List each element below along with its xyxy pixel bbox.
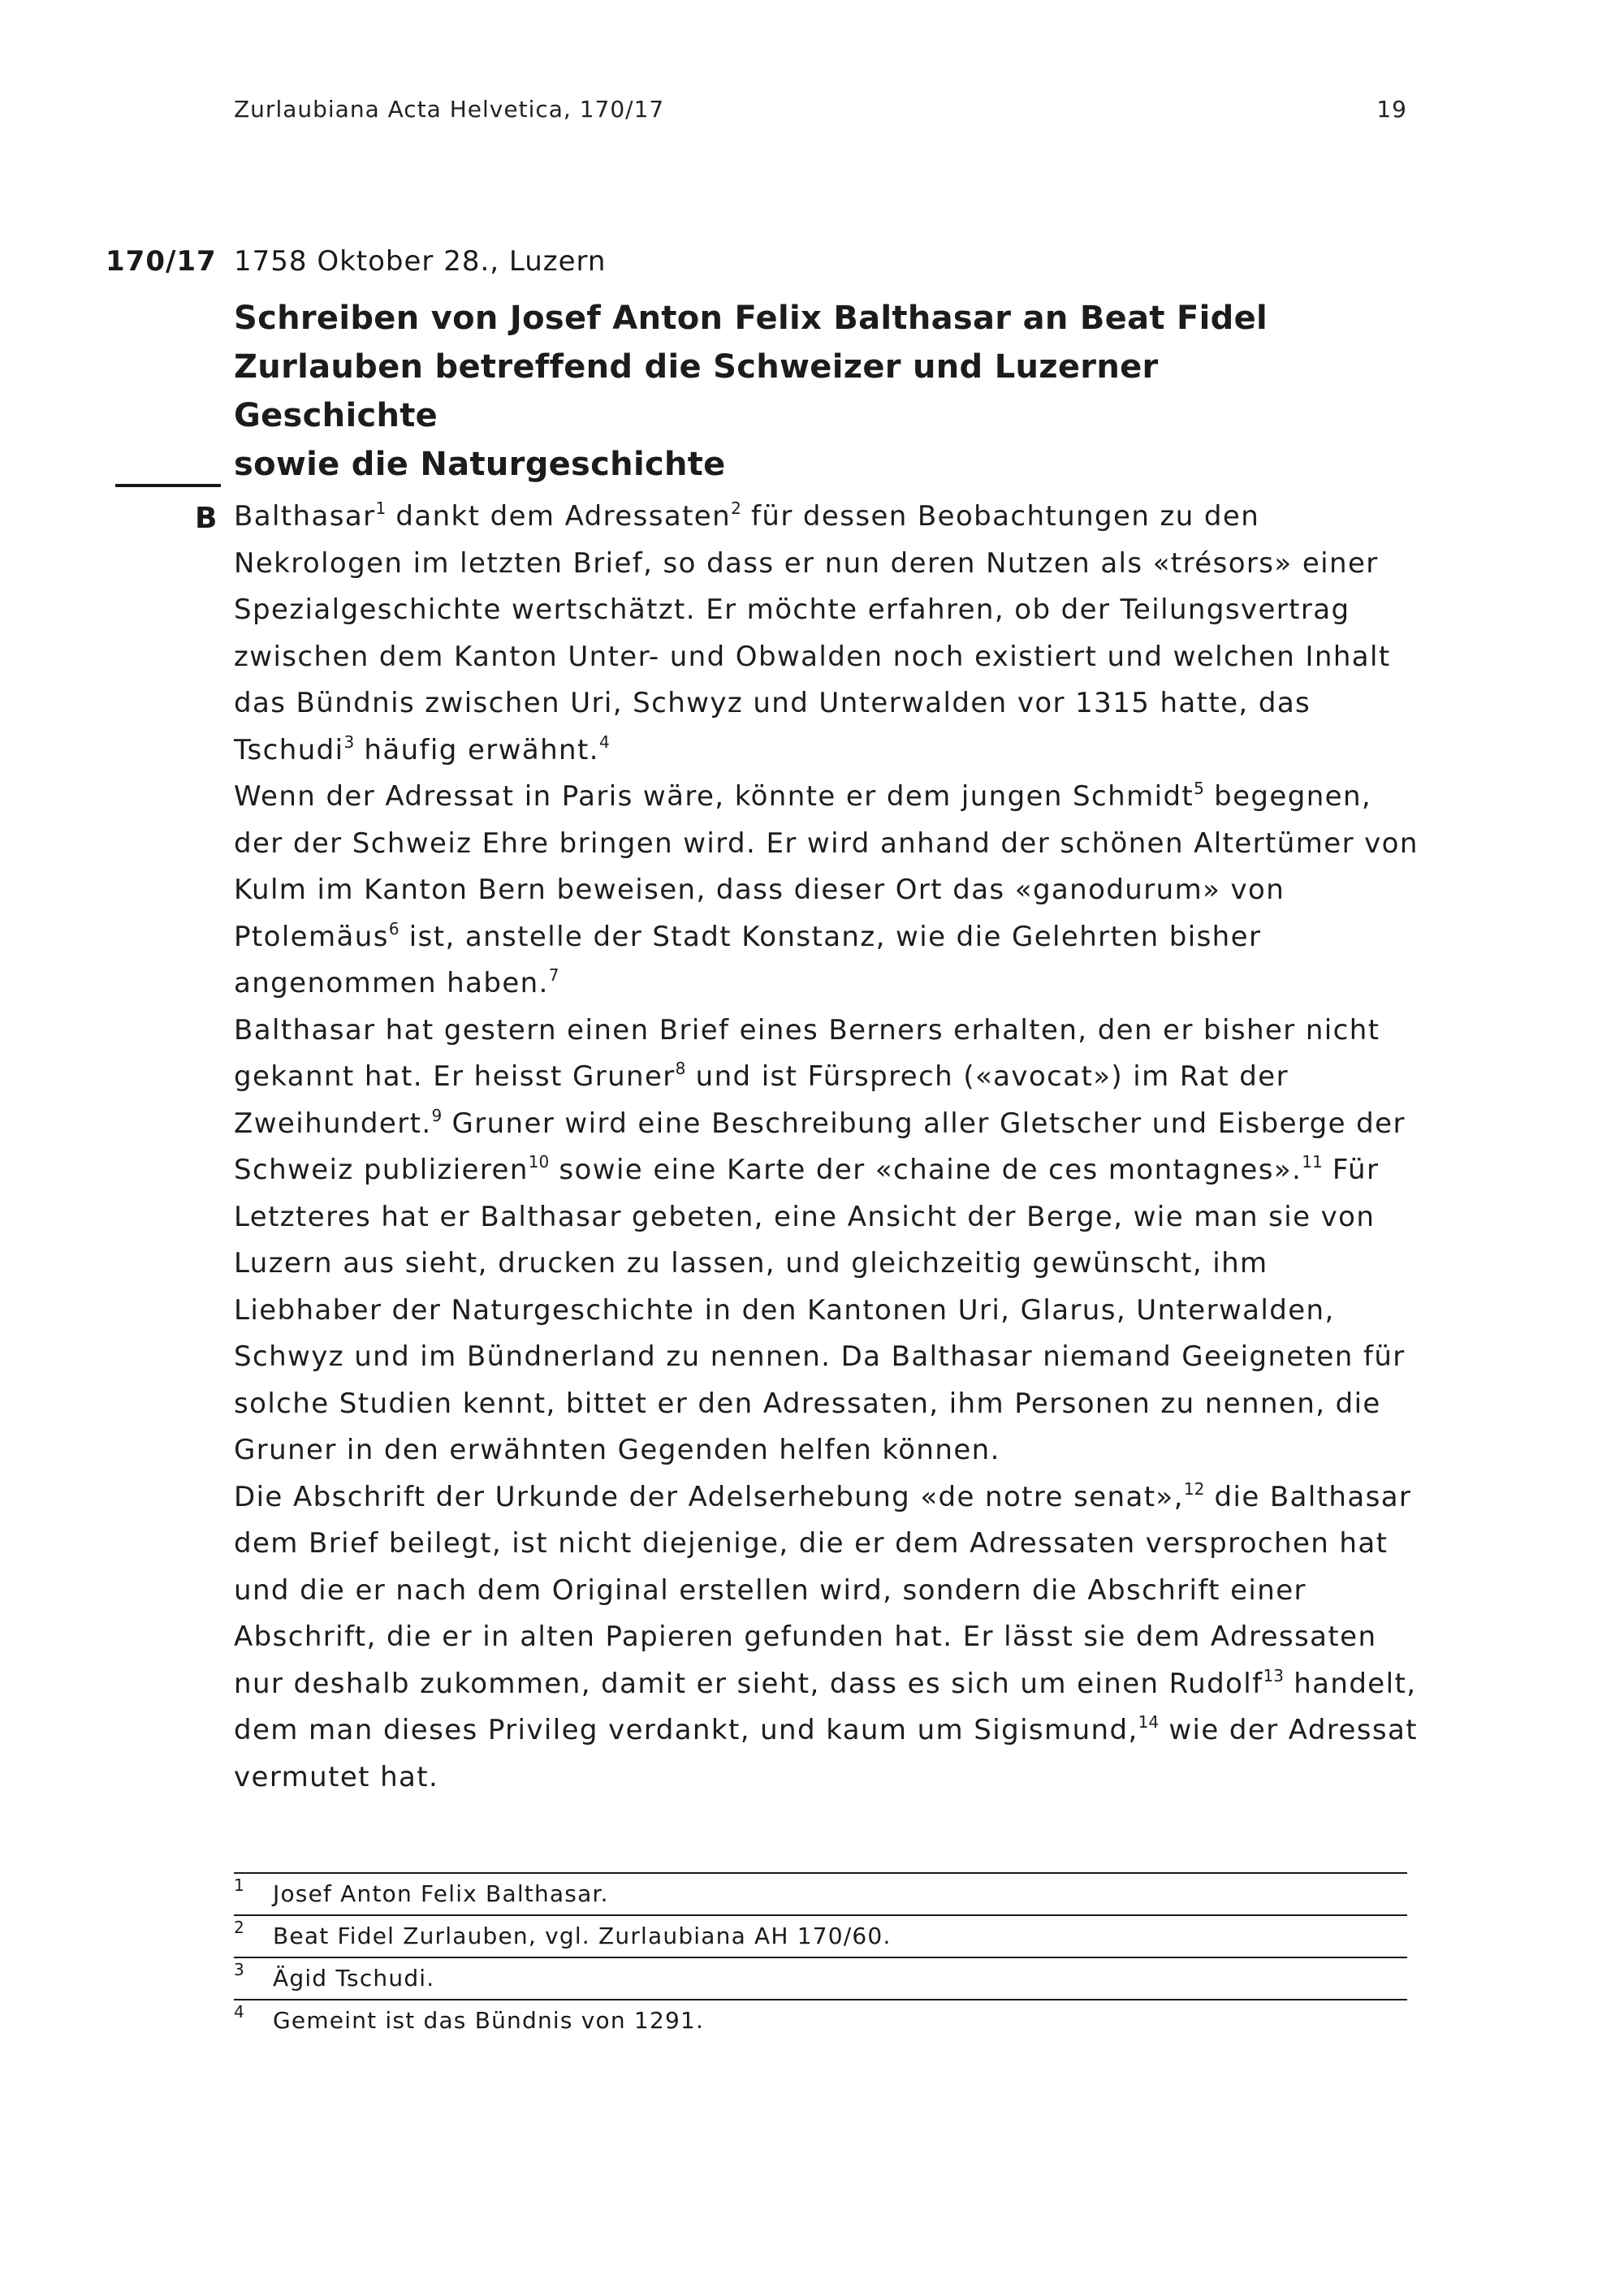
footnote-ref[interactable]: 14 — [1138, 1712, 1160, 1732]
footnote-text: Beat Fidel Zurlauben, vgl. Zurlaubiana AH 170/60. — [273, 1923, 892, 1949]
footnote — [234, 1999, 1407, 2041]
footnote — [234, 1957, 1407, 1999]
section-rule — [115, 484, 221, 487]
body-paragraph: Wenn der Adressat in Paris wäre, könnte er dem jungen Schmidt$^5$ begegnen, der der Schweiz Ehre bringen wird. Er wird anhand der schönen Altertümer von Kulm im Kanton Bern beweisen, dass dieser Ort das «ganodurum» von Ptolemäus$^6$ ist, anstelle der Stadt Konstanz, wie die Gelehrten bisher angenommen haben.$^7$ — [234, 779, 1419, 999]
footnote-ref[interactable]: 8 — [675, 1059, 686, 1078]
document-title-line: Zurlauben betreffend die Schweizer und Luzerner Geschichte — [234, 348, 1159, 434]
footnote-ref[interactable]: 11 — [1302, 1152, 1323, 1172]
footnotes — [234, 1872, 1407, 2041]
footnote-ref[interactable]: 1 — [375, 498, 387, 518]
document-number: 170/17 — [106, 245, 217, 278]
footnote-ref[interactable]: 3 — [343, 732, 355, 752]
footnote — [234, 1914, 1407, 1957]
document-title-line: sowie die Naturgeschichte — [234, 446, 726, 483]
footnote-ref[interactable]: 5 — [1194, 779, 1204, 798]
footnote-text: Gemeint ist das Bündnis von 1291. — [273, 2007, 705, 2034]
footnote-number: 1 — [234, 1875, 245, 1895]
footnote-ref[interactable]: 10 — [528, 1152, 550, 1172]
footnote-text: Josef Anton Felix Balthasar. — [273, 1880, 609, 1907]
footnote-ref[interactable]: 7 — [548, 965, 559, 985]
footnote-ref[interactable]: 4 — [598, 732, 610, 752]
footnote-ref[interactable]: 6 — [388, 918, 400, 939]
document-title-line: Schreiben von Josef Anton Felix Balthasar an Beat Fidel — [234, 300, 1268, 337]
footnote-number: 3 — [234, 1960, 245, 1979]
body-paragraph: Balthasar hat gestern einen Brief eines Berners erhalten, den er bisher nicht gekannt hat. Er heisst Gruner$^8$ und ist Fürsprech («avocat») im Rat der Zweihundert.$^9$ Gruner wird eine Beschreibung aller Gletscher und Eisberge der Schweiz publizieren$^{10}$ sowie eine Karte der «chaine de ces montagnes».$^{11}$ Für Letzteres hat er Balthasar gebeten, eine Ansicht der Berge, wie man sie von Luzern aus sieht, drucken zu lassen, und gleichzeitig gewünscht, ihm Liebhaber der Naturgeschichte in den Kantonen Uri, Glarus, Unterwalden, Schwyz und im Bündnerland zu nennen. Da Balthasar niemand Geeigneten für solche Studien kennt, bittet er den Adressaten, ihm Personen zu nennen, die Gruner in den erwähnten Gegenden helfen können. — [234, 1013, 1406, 1466]
footnote-ref[interactable]: 2 — [731, 498, 741, 518]
footnote-text: Ägid Tschudi. — [273, 1965, 435, 1992]
body-paragraph: Die Abschrift der Urkunde der Adelserhebung «de notre senat»,$^{12}$ die Balthasar dem Brief beilegt, ist nicht diejenige, die er dem Adressaten versprochen hat und die er nach dem Original erstellen wird, sondern die Abschrift einer Abschrift, die er in alten Papieren gefunden hat. Er lässt sie dem Adressaten nur deshalb zukommen, damit er sieht, dass es sich um einen Rudolf$^{13}$ handelt, dem man dieses Privileg verdankt, und kaum um Sigismund,$^{14}$ wie der Adressat vermutet hat. — [234, 1478, 1418, 1793]
document-date-place: 1758 Oktober 28., Luzern — [234, 245, 607, 278]
footnote-number: 4 — [234, 2002, 245, 2022]
footnote-number: 2 — [234, 1918, 245, 1937]
document-title — [234, 294, 1371, 489]
section-letter: B — [195, 502, 218, 535]
body-paragraph: Balthasar$^1$ dankt dem Adressaten$^2$ für dessen Beobachtungen zu den Nekrologen im letzten Brief, so dass er nun deren Nutzen als «trésors» einer Spezialgeschichte wertschätzt. Er möchte erfahren, ob der Teilungsvertrag zwischen dem Kanton Unter- und Obwalden noch existiert und welchen Inhalt das Bündnis zwischen Uri, Schwyz und Unterwalden vor 1315 hatte, das Tschudi$^3$ häufig erwähnt.$^4$ — [234, 498, 1391, 766]
running-header-title: Zurlaubiana Acta Helvetica, 170/17 — [234, 96, 665, 123]
footnote-ref[interactable]: 13 — [1263, 1665, 1284, 1685]
footnote-ref[interactable]: 9 — [431, 1105, 443, 1125]
footnote-ref[interactable]: 12 — [1183, 1478, 1205, 1499]
footnote — [234, 1872, 1407, 1914]
regest-body — [234, 494, 1419, 1801]
page-number: 19 — [1376, 96, 1407, 123]
